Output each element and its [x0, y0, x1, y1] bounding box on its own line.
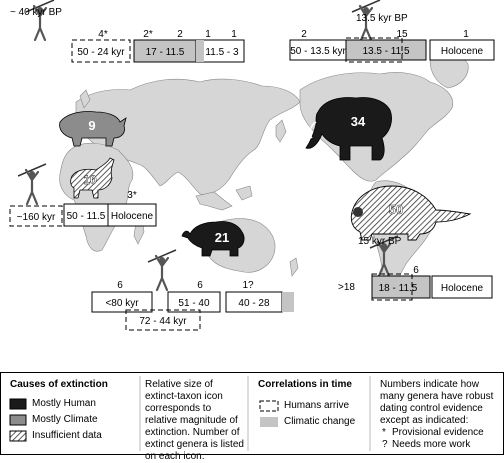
africa-seg-3: Holocene: [110, 211, 154, 222]
landmass-new-zealand: [290, 258, 298, 276]
hunter-icon-australia: [148, 250, 176, 290]
aus-arrival: 72 - 44 kyr: [139, 316, 187, 327]
eurasia-count-2b: 2: [177, 29, 183, 40]
bear-count: 21: [214, 230, 230, 245]
antelope-count: 10: [83, 173, 97, 187]
aus-count-2: 6: [197, 280, 203, 291]
mammoth-count: 34: [350, 114, 366, 129]
eurasia-seg-2: 17 - 11.5: [145, 47, 185, 58]
eurasia-count-3a: 1: [205, 29, 211, 40]
legend-label-humans-arrive: Humans arrive: [284, 400, 350, 411]
na-count-1: 2: [301, 29, 307, 40]
africa-seg-2: 50 - 11.5: [66, 211, 106, 222]
hunter-icon-eurasia: [26, 0, 54, 40]
legend-swatch-insufficient: [10, 431, 26, 441]
sa-seg-1: 18 - 11.5: [378, 283, 418, 294]
na-count-2: 15: [396, 29, 408, 40]
hunter-icon-africa: [18, 164, 46, 204]
eurasia-count-2a: 2*: [143, 29, 153, 40]
legend-correlations-title: Correlations in time: [258, 379, 352, 390]
aus-count-1: 6: [117, 280, 123, 291]
rhino-count: 9: [88, 118, 96, 133]
na-seg-2: 13.5 - 11.5: [362, 46, 410, 57]
legend-label-climatic-change: Climatic change: [284, 416, 356, 427]
aus-count-3: 1?: [242, 280, 254, 291]
na-arrival: 13.5 kyr BP: [356, 13, 408, 24]
legend-label-insufficient: Insufficient data: [32, 430, 102, 441]
landmass-japan: [276, 120, 286, 142]
legend-label-climate: Mostly Climate: [32, 414, 98, 425]
legend-swatch-climatic-change: [260, 417, 278, 427]
na-count-3: 1: [463, 29, 469, 40]
legend-size-note: Relative size of extinct-taxon icon corresponds to relative magnitude of extinction. Number of extinct genera is listed on each icon.: [145, 379, 244, 462]
aus-seg-3: 40 - 28: [238, 298, 270, 309]
sa-arrival: 15 kyr BP: [358, 236, 402, 247]
glyptodont-icon: [351, 186, 470, 240]
eurasia-count-3b: 1: [231, 29, 237, 40]
legend-footnote-needs-work: ? Needs more work: [382, 439, 471, 450]
aus-seg-2: 51 - 40: [178, 298, 210, 309]
legend-numbers-note: Numbers indicate how many genera have robust dating control evidence except as indicated:: [380, 379, 494, 426]
eurasia-seg-1: 50 - 24 kyr: [77, 47, 125, 58]
africa-seg-1: ~160 kyr: [16, 212, 56, 223]
na-seg-1: 50 - 13.5 kyr: [290, 46, 346, 57]
legend-swatch-humans-arrive: [260, 401, 278, 411]
eurasia-arrival: ~ 40 kyr BP: [10, 7, 62, 18]
eurasia-count-1: 4*: [98, 29, 108, 40]
sa-count-1: 6: [413, 265, 419, 276]
aus-climate-bar: [282, 292, 294, 312]
aus-seg-1: <80 kyr: [105, 298, 139, 309]
legend-causes-title: Causes of extinction: [10, 379, 108, 390]
na-seg-3: Holocene: [440, 46, 484, 57]
sa-seg-2: Holocene: [440, 283, 484, 294]
legend-swatch-climate: [10, 415, 26, 425]
legend-footnote-provisional: * Provisional evidence: [382, 427, 484, 438]
legend-label-human: Mostly Human: [32, 398, 96, 409]
eurasia-seg-3: 11.5 - 3: [205, 47, 239, 58]
africa-count-3: 3*: [127, 190, 137, 201]
sa-prefix: >18: [338, 282, 355, 293]
glyptodont-count: 50: [388, 202, 404, 217]
legend-swatch-human: [10, 399, 26, 409]
